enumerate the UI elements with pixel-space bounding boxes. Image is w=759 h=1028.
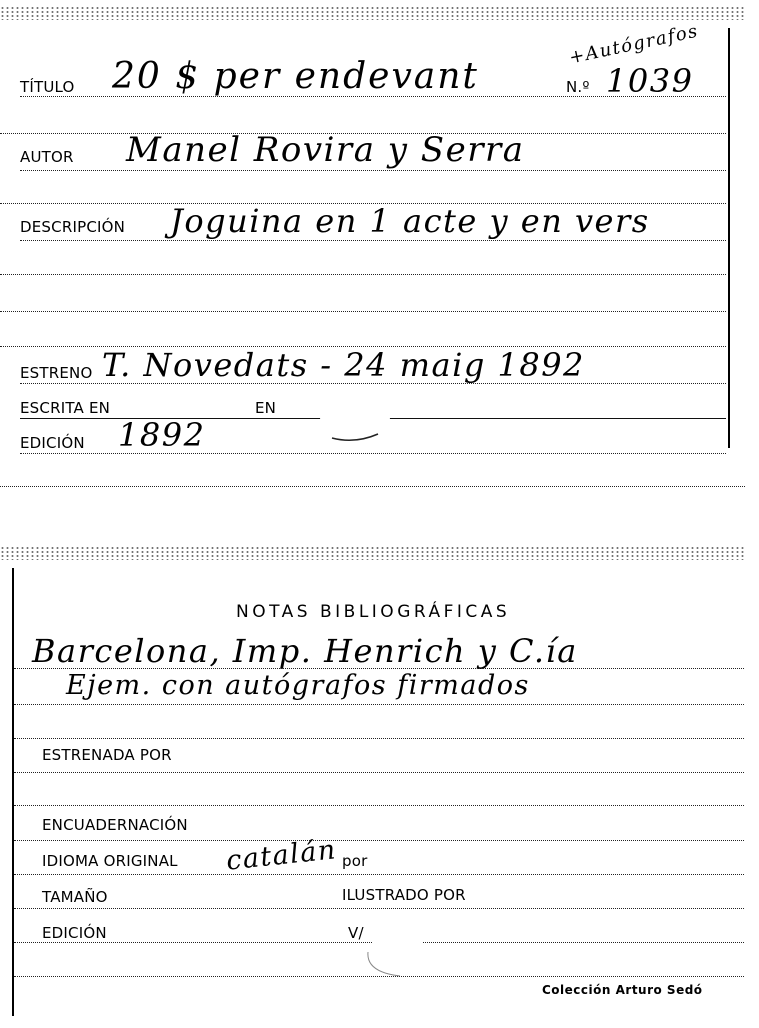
note-line-1: Barcelona, Imp. Henrich y C.ía <box>32 632 578 670</box>
rule-line <box>14 874 744 875</box>
descripcion-label: DESCRIPCIÓN <box>20 218 126 236</box>
idioma-original-label: IDIOMA ORIGINAL <box>42 852 178 870</box>
autor-value: Manel Rovira y Serra <box>126 130 525 170</box>
card-top-edge <box>0 546 745 560</box>
pencil-stroke <box>330 430 380 444</box>
card-bottom-edge <box>0 486 745 487</box>
rule-line <box>14 738 744 739</box>
rule-line <box>0 274 726 275</box>
estrenada-por-label: ESTRENADA POR <box>42 746 172 764</box>
rule-line <box>14 976 744 977</box>
rule-line <box>0 311 726 312</box>
idioma-original-value: catalán <box>224 834 339 877</box>
rule-line <box>14 668 744 669</box>
en-label: EN <box>255 399 277 417</box>
rule-line <box>14 908 744 909</box>
catalog-card-back <box>0 540 759 1028</box>
rule-line <box>14 840 744 841</box>
numero-label: N.º <box>566 78 590 96</box>
encuadernacion-label: ENCUADERNACIÓN <box>42 816 188 834</box>
tamano-label: TAMAÑO <box>42 888 108 906</box>
note-line-2: Ejem. con autógrafos firmados <box>66 670 530 701</box>
titulo-line <box>20 96 726 97</box>
rule-line <box>14 704 744 705</box>
autor-line <box>20 170 726 171</box>
card-top-edge <box>0 6 745 20</box>
card-right-border <box>728 28 730 448</box>
descripcion-line <box>20 240 726 241</box>
por-label: por <box>342 852 368 870</box>
edicion-label: EDICIÓN <box>42 924 107 942</box>
numero-value: 1039 <box>606 62 694 100</box>
edicion-value: 1892 <box>118 416 206 454</box>
titulo-label: TÍTULO <box>20 78 75 96</box>
v-label: V/ <box>348 924 364 942</box>
estreno-label: ESTRENO <box>20 364 93 382</box>
descripcion-value: Joguina en 1 acte y en vers <box>170 202 650 240</box>
notas-heading: NOTAS BIBLIOGRÁFICAS <box>236 602 511 622</box>
escrita-en-label: ESCRITA EN <box>20 399 111 417</box>
rule-line <box>14 805 744 806</box>
edicion-line <box>20 453 726 454</box>
autor-label: AUTOR <box>20 148 74 166</box>
ilustrado-por-label: ILUSTRADO POR <box>342 886 466 904</box>
autografos-annotation: +Autógrafos <box>567 20 701 69</box>
catalog-card-front <box>0 0 759 495</box>
collection-footer: Colección Arturo Sedó <box>542 983 703 997</box>
estreno-line <box>20 383 726 384</box>
rule-line <box>14 772 744 773</box>
titulo-value: 20 $ per endevant <box>112 56 479 97</box>
estreno-value: T. Novedats - 24 maig 1892 <box>102 346 585 384</box>
edicion-label: EDICIÓN <box>20 434 85 452</box>
card-left-border <box>12 568 14 1016</box>
